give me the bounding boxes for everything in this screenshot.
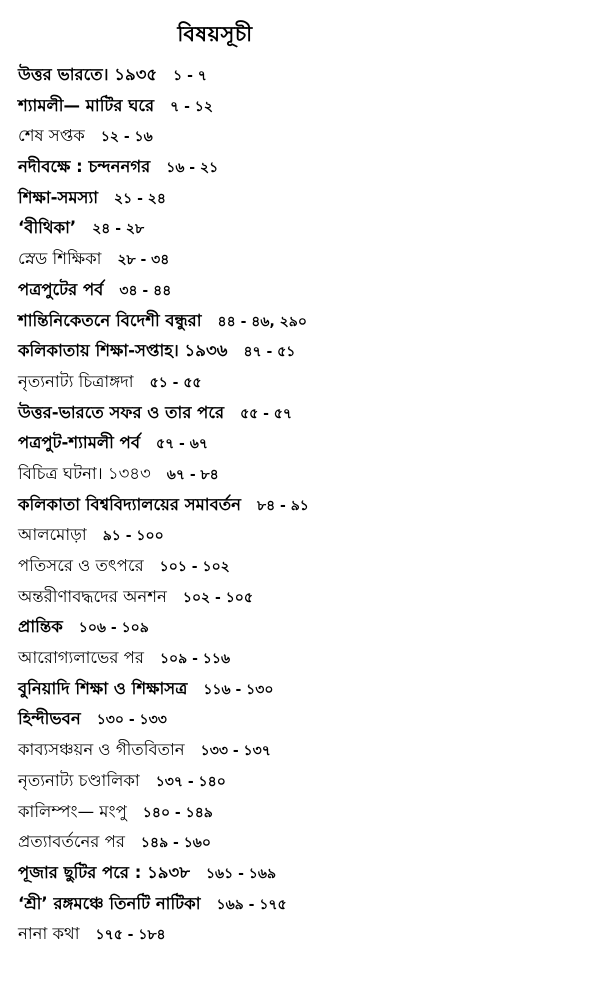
entry-title: কালিম্পং— মংপু [18, 801, 127, 821]
entry-title: পতিসরে ও তৎপরে [18, 556, 144, 575]
entry-title: ‘শ্রী’ রঙ্গমঞ্চে তিনটি নাটিকা [18, 893, 201, 913]
entry-pages: ১৩৭ - ১৪০ [155, 773, 226, 790]
entry-pages: ৭ - ১২ [170, 98, 213, 115]
entry-pages: ৪৪ - ৪৬, ২৯০ [217, 313, 307, 330]
entry-title: উত্তর-ভারতে সফর ও তার পরে [18, 402, 225, 422]
list-item [18, 889, 588, 920]
entry-title: কলিকাতা বিশ্ববিদ্যালয়ের সমাবর্তন [18, 494, 241, 514]
list-item [18, 735, 588, 766]
entry-pages: ৫৭ - ৬৭ [156, 436, 208, 453]
entry-pages: ১০২ - ১০৫ [182, 589, 253, 606]
entry-pages: ১ - ৭ [173, 68, 207, 84]
entry-pages: ১৩৩ - ১৩৭ [200, 743, 271, 760]
list-item [18, 551, 588, 582]
list-item [18, 121, 588, 152]
list-item [18, 91, 588, 122]
entry-title: আলমোড়া [18, 525, 87, 545]
list-item [18, 275, 588, 306]
entry-pages: ২১ - ২৪ [114, 190, 166, 207]
list-item [18, 459, 588, 490]
list-item [18, 704, 588, 735]
entry-title: কলিকাতায় শিক্ষা-সপ্তাহ। ১৯৩৬ [18, 341, 228, 361]
entry-pages: ১৩০ - ১৩৩ [96, 712, 167, 729]
entry-title: নানা কথা [18, 924, 80, 944]
list-item [18, 919, 588, 950]
list-item [18, 643, 588, 674]
entry-pages: ১৬১ - ১৬৯ [205, 865, 277, 882]
entry-title: পত্রপুটের পর্ব [18, 279, 104, 299]
entry-title: প্রত্যাবর্তনের পর [18, 832, 125, 852]
list-item [18, 213, 588, 244]
list-item [18, 367, 588, 398]
list-item [18, 428, 588, 459]
entry-pages: ৪৭ - ৫১ [243, 344, 296, 361]
entry-pages: ১৬ - ২১ [166, 160, 219, 177]
entry-title: স্নেড শিক্ষিকা [18, 249, 102, 269]
entry-title: নৃত্যনাট্য চণ্ডালিকা [18, 770, 140, 790]
entry-pages: ৫১ - ৫৫ [149, 374, 202, 391]
entry-pages: ১০৯ - ১১৬ [159, 651, 231, 668]
contents-list [18, 60, 588, 950]
entry-pages: ১০১ - ১০২ [159, 559, 230, 575]
list-item [18, 520, 588, 551]
entry-pages: ৫৫ - ৫৭ [240, 405, 292, 422]
list-item [18, 582, 588, 613]
list-item [18, 244, 588, 275]
entry-title: বুনিয়াদি শিক্ষা ও শিক্ষাসত্র [18, 678, 188, 698]
entry-title: বিচিত্র ঘটনা। ১৩৪৩ [18, 463, 151, 483]
entry-title: নদীবক্ষে : চন্দননগর [18, 157, 151, 177]
entry-title: শেষ সপ্তক [18, 126, 85, 146]
list-item [18, 827, 588, 858]
entry-title: পত্রপুট-শ্যামলী পর্ব [18, 433, 140, 453]
list-item [18, 612, 588, 643]
entry-title: অন্তরীণাবদ্ধদের অনশন [18, 586, 167, 606]
entry-title: ‘বীথিকা’ [18, 218, 77, 238]
entry-pages: ৬৭ - ৮৪ [166, 466, 219, 483]
entry-pages: ২৮ - ৩৪ [117, 252, 170, 269]
entry-pages: ১০৬ - ১০৯ [78, 620, 149, 637]
list-item [18, 490, 588, 521]
list-item [18, 858, 588, 889]
entry-title: শান্তিনিকেতনে বিদেশী বন্ধুরা [18, 310, 202, 330]
entry-title: প্রান্তিক [18, 617, 63, 637]
entry-title: হিন্দীভবন [18, 709, 81, 729]
page-title: বিষয়সূচী [177, 22, 253, 46]
entry-pages: ১৬৯ - ১৭৫ [216, 896, 287, 913]
entry-title: আরোগ্যলাভের পর [18, 648, 144, 668]
entry-pages: ৯১ - ১০০ [102, 528, 164, 545]
entry-pages: ১২ - ১৬ [100, 129, 153, 146]
entry-title: নৃত্যনাট্য চিত্রাঙ্গদা [18, 371, 134, 391]
entry-title: শিক্ষা-সমস্যা [18, 187, 99, 207]
entry-title: পূজার ছুটির পরে : ১৯৩৮ [18, 862, 190, 882]
entry-pages: ১৪৯ - ১৬০ [140, 835, 212, 852]
list-item [18, 336, 588, 367]
entry-pages: ১১৬ - ১৩০ [203, 681, 274, 698]
list-item [18, 183, 588, 214]
entry-pages: ৮৪ - ৯১ [257, 497, 309, 514]
entry-title: শ্যামলী— মাটির ঘরে [18, 95, 155, 115]
list-item [18, 60, 588, 91]
entry-pages: ১৪০ - ১৪৯ [142, 804, 213, 821]
list-item [18, 797, 588, 828]
list-item [18, 306, 588, 337]
list-item [18, 674, 588, 705]
entry-title: কাব্যসঞ্চয়ন ও গীতবিতান [18, 740, 185, 760]
list-item [18, 766, 588, 797]
entry-pages: ২৪ - ২৮ [92, 221, 145, 238]
entry-pages: ৩৪ - ৪৪ [119, 282, 172, 299]
entry-title: উত্তর ভারতে। ১৯৩৫ [18, 65, 158, 84]
entry-pages: ১৭৫ - ১৮৪ [95, 927, 166, 944]
list-item [18, 398, 588, 429]
list-item [18, 152, 588, 183]
